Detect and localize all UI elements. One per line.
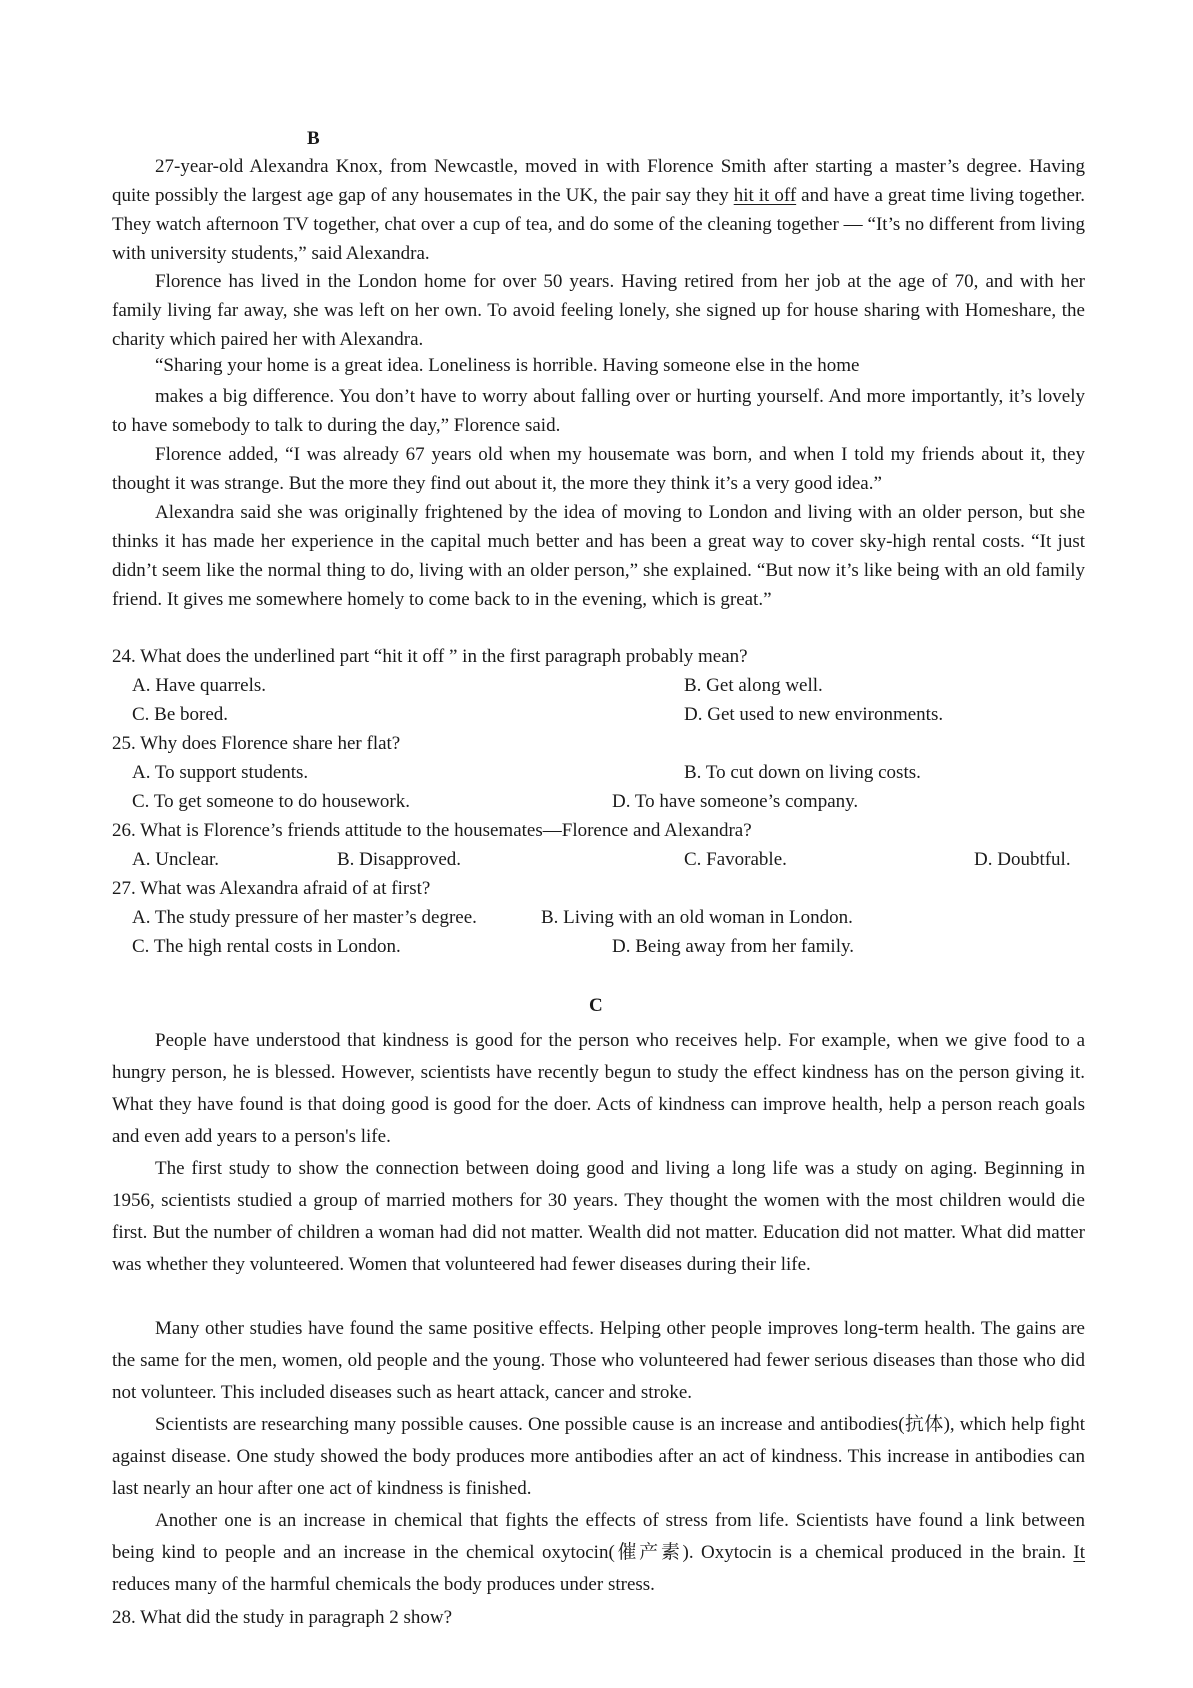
question-25-stem: 25. Why does Florence share her flat? — [112, 733, 401, 754]
question-24-option-c[interactable]: C. Be bored. — [132, 704, 229, 725]
question-28-stem: 28. What did the study in paragraph 2 show? — [112, 1607, 452, 1628]
section-c-paragraph-1: People have understood that kindness is good for the person who receives help. For example, when we give food to a hungry person, he is blessed. However, scientists have recently begun to study the effect kindness has on the person giving it. What they have found is that doing good is good for the doer. Acts of kindness can improve health, help a person reach goals and even add years to a person's life. — [112, 1030, 1085, 1147]
paragraph-text: and have a great time living together. They watch afternoon TV together, chat over a cup of tea, and do some of the cleaning together — “It’s no different from living with university students,” said Alexandra. — [112, 185, 1085, 264]
paragraph-text: Another one is an increase in chemical that fights the effects of stress from life. Scientists have found a link between being kind to people and an increase in the chemical oxytocin(催产素). Oxytocin is a chemical produced in the brain. — [112, 1510, 1085, 1563]
question-26-option-c[interactable]: C. Favorable. — [684, 849, 787, 870]
question-27-option-b[interactable]: B. Living with an old woman in London. — [541, 907, 853, 928]
section-c-paragraph-2: The first study to show the connection between doing good and living a long life was a study on aging. Beginning in 1956, scientists studied a group of married mothers for 30 years. They thought the women with the most children would die first. But the number of children a woman had did not matter. Wealth did not matter. Education did not matter. What did matter was whether they volunteered. Women that volunteered had fewer diseases during their life. — [112, 1158, 1085, 1275]
question-26-option-d[interactable]: D. Doubtful. — [974, 849, 1071, 870]
question-27-option-a[interactable]: A. The study pressure of her master’s degree. — [132, 907, 477, 928]
section-b-paragraph-1 — [112, 152, 1085, 268]
question-27-stem: 27. What was Alexandra afraid of at first? — [112, 878, 431, 899]
section-b-paragraph-3-line-1: “Sharing your home is a great idea. Loneliness is horrible. Having someone else in the home — [155, 355, 860, 376]
section-c-paragraph-4: Scientists are researching many possible causes. One possible cause is an increase and antibodies(抗体), which help fight against disease. One study showed the body produces more antibodies after an act of kindness. This increase in antibodies can last nearly an hour after one act of kindness is finished. — [112, 1414, 1085, 1499]
question-24-option-d[interactable]: D. Get used to new environments. — [684, 704, 944, 725]
underlined-phrase: hit it off — [733, 185, 797, 206]
section-b-paragraph-3-rest: makes a big difference. You don’t have to worry about falling over or hurting yourself. And more importantly, it’s lovely to have somebody to talk to during the day,” Florence said. — [112, 386, 1085, 436]
section-b-paragraph-5: Alexandra said she was originally frightened by the idea of moving to London and living with an older person, but she thinks it has made her experience in the capital much better and has been a great way to cover sky-high rental costs. “It just didn’t seem like the normal thing to do, living with an older person,” she explained. “But now it’s like being with an old family friend. It gives me somewhere homely to come back to in the evening, which is great.” — [112, 502, 1085, 610]
question-24-option-b[interactable]: B. Get along well. — [684, 675, 823, 696]
question-26-option-a[interactable]: A. Unclear. — [132, 849, 220, 870]
question-25-option-a[interactable]: A. To support students. — [132, 762, 309, 783]
question-27-option-d[interactable]: D. Being away from her family. — [612, 936, 854, 957]
section-c-paragraph-3: Many other studies have found the same positive effects. Helping other people improves long-term health. The gains are the same for the men, women, old people and the young. Those who volunteered had fewer serious diseases than those who did not volunteer. This included diseases such as heart attack, cancer and stroke. — [112, 1318, 1085, 1403]
paragraph-text: reduces many of the harmful chemicals the body produces under stress. — [112, 1574, 655, 1595]
question-26-stem: 26. What is Florence’s friends attitude to the housemates—Florence and Alexandra? — [112, 820, 752, 841]
section-b-paragraph-4: Florence added, “I was already 67 years old when my housemate was born, and when I told my friends about it, they thought it was strange. But the more they find out about it, the more they think it’s a very good idea.” — [112, 444, 1085, 494]
question-25-option-c[interactable]: C. To get someone to do housework. — [132, 791, 411, 812]
section-c-heading: C — [589, 995, 603, 1016]
question-24-option-a[interactable]: A. Have quarrels. — [132, 675, 267, 696]
question-26-option-b[interactable]: B. Disapproved. — [337, 849, 462, 870]
question-27-option-c[interactable]: C. The high rental costs in London. — [132, 936, 401, 957]
question-24-stem: 24. What does the underlined part “hit it off ” in the first paragraph probably mean? — [112, 646, 748, 667]
question-25-option-d[interactable]: D. To have someone’s company. — [612, 791, 859, 812]
section-b-paragraph-2: Florence has lived in the London home for over 50 years. Having retired from her job at the age of 70, and with her family living far away, she was left on her own. To avoid feeling lonely, she signed up for house sharing with Homeshare, the charity which paired her with Alexandra. — [112, 271, 1085, 350]
section-c-paragraph-5 — [112, 1505, 1085, 1601]
underlined-word: It — [1073, 1542, 1085, 1563]
paragraph-text: 27-year-old Alexandra Knox, from Newcastle, moved in with Florence Smith after starting a master’s degree. Having quite possibly the largest age gap of any housemates in the UK, the pair say they — [112, 156, 1085, 206]
question-25-option-b[interactable]: B. To cut down on living costs. — [684, 762, 921, 783]
section-b-heading: B — [307, 128, 320, 149]
